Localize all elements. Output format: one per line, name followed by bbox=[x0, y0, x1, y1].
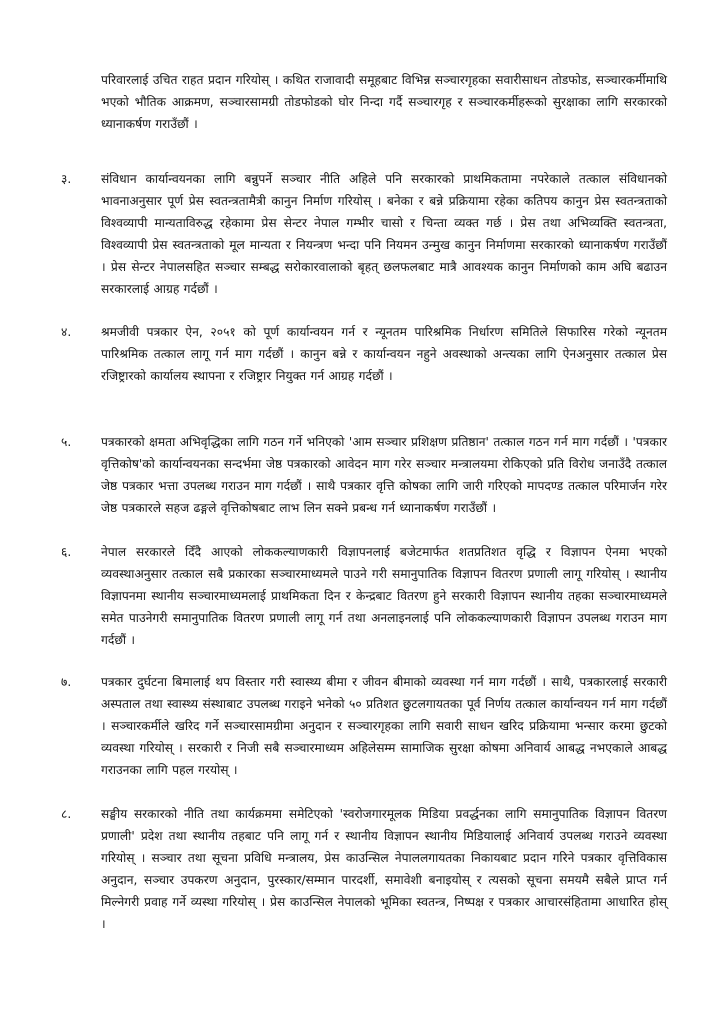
paragraph-number-8: ८. bbox=[61, 807, 72, 821]
paragraph-number-3: ३. bbox=[61, 172, 72, 186]
paragraph-7: पत्रकार दुर्घटना बिमालाई थप विस्तार गरी स्वास्थ्य बीमा र जीवन बीमाको व्यवस्था गर्न माग गर्दछौं । साथै, पत्रकारलाई सरकारी अस्पताल तथा स्वास्थ्य संस्थाबाट उपलब्ध गराइने भनेको ५० प्रतिशत छुटलगायतका पूर्व निर्णय तत्काल कार्यान्वयन गर्न माग गर्दछौं । सञ्चारकर्मीले खरिद गर्ने सञ्चारसामग्रीमा अनुदान र सञ्चारगृहका लागि सवारी साधन खरिद प्रक्रियामा भन्सार करमा छुटको व्यवस्था गरियोस् । सरकारी र निजी सबै सञ्चारमाध्यम अहिलेसम्म सामाजिक सुरक्षा कोषमा अनिवार्य आबद्ध नभएकाले आबद्ध गराउनका लागि पहल गरयोस् । bbox=[101, 675, 667, 778]
paragraph-4: श्रमजीवी पत्रकार ऐन, २०५१ को पूर्ण कार्यान्वयन गर्न र न्यूनतम पारिश्रमिक निर्धारण समितिले सिफारिस गरेको न्यूनतम पारिश्रमिक तत्काल लागू गर्न माग गर्दछौं । कानुन बन्ने र कार्यान्वयन नहुने अवस्थाको अन्त्यका लागि ऐनअनुसार तत्काल प्रेस रजिष्ट्रारको कार्यालय स्थापना र रजिष्ट्रार नियुक्त गर्न आग्रह गर्दछौं । bbox=[101, 325, 667, 384]
paragraph-5: पत्रकारको क्षमता अभिवृद्धिका लागि गठन गर्ने भनिएको 'आम सञ्चार प्रशिक्षण प्रतिष्ठान' तत्काल गठन गर्न माग गर्दछौं । 'पत्रकार वृत्तिकोष'को कार्यान्वयनका सन्दर्भमा जेष्ठ पत्रकारको आवेदन माग गरेर सञ्चार मन्त्रालयमा रोकिएको प्रति विरोध जनाउँदै तत्काल जेष्ठ पत्रकार भत्ता उपलब्ध गराउन माग गर्दछौं । साथै पत्रकार वृत्ति कोषका लागि जारी गरिएको मापदण्ड तत्काल परिमार्जन गरेर जेष्ठ पत्रकारले सहज ढङ्गले वृत्तिकोषबाट लाभ लिन सक्ने प्रबन्ध गर्न ध्यानाकर्षण गराउँछौं । bbox=[101, 435, 667, 516]
paragraph-number-4: ४. bbox=[61, 325, 72, 339]
paragraph-8: सङ्घीय सरकारको नीति तथा कार्यक्रममा समेटिएको 'स्वरोजगारमूलक मिडिया प्रवर्द्धनका लागि समानुपातिक विज्ञापन वितरण प्रणाली' प्रदेश तथा स्थानीय तहबाट पनि लागू गर्न र स्थानीय विज्ञापन स्थानीय मिडियालाई अनिवार्य उपलब्ध गराउने व्यवस्था गरियोस् । सञ्चार तथा सूचना प्रविधि मन्त्रालय, प्रेस काउन्सिल नेपाललगायतका निकायबाट प्रदान गरिने पत्रकार वृत्तिविकास अनुदान, सञ्चार उपकरण अनुदान, पुरस्कार/सम्मान पारदर्शी, समावेशी बनाइयोस् र त्यसको सूचना समयमै सबैले प्राप्त गर्न मिल्नेगरी प्रवाह गर्ने व्यस्था गरियोस् । प्रेस काउन्सिल नेपालको भूमिका स्वतन्त्र, निष्पक्ष र पत्रकार आचारसंहितामा आधारित होस् । bbox=[101, 807, 667, 932]
paragraph-6: नेपाल सरकारले दिँदै आएको लोककल्याणकारी विज्ञापनलाई बजेटमार्फत शतप्रतिशत वृद्धि र विज्ञापन ऐनमा भएको व्यवस्थाअनुसार तत्काल सबै प्रकारका सञ्चारमाध्यमले पाउने गरी समानुपातिक विज्ञापन वितरण प्रणाली लागू गरियोस् । स्थानीय विज्ञापनमा स्थानीय सञ्चारमाध्यमलाई प्राथमिकता दिन र केन्द्रबाट वितरण हुने सरकारी विज्ञापन स्थानीय तहका सञ्चारमाध्यमले समेत पाउनेगरी समानुपातिक वितरण प्रणाली लागू गर्न तथा अनलाइनलाई पनि लोककल्याणकारी विज्ञापन उपलब्ध गराउन माग गर्दछौं । bbox=[101, 545, 667, 648]
paragraph-number-7: ७. bbox=[61, 675, 72, 689]
paragraph-intro: परिवारलाई उचित राहत प्रदान गरियोस् । कथित राजावादी समूहबाट विभिन्न सञ्चारगृहका सवारीसाधन तोडफोड, सञ्चारकर्मीमाथि भएको भौतिक आक्रमण, सञ्चारसामग्री तोडफोडको घोर निन्दा गर्दै सञ्चारगृह र सञ्चारकर्मीहरूको सुरक्षाका लागि सरकारको ध्यानाकर्षण गराउँछौं । bbox=[101, 73, 667, 132]
paragraph-number-6: ६. bbox=[61, 545, 72, 559]
paragraph-3: संविधान कार्यान्वयनका लागि बन्नुपर्ने सञ्चार नीति अहिले पनि सरकारको प्राथमिकतामा नपरेकाले तत्काल संविधानको भावनाअनुसार पूर्ण प्रेस स्वतन्त्रतामैत्री कानुन निर्माण गरियोस् । बनेका र बन्ने प्रक्रियामा रहेका कतिपय कानुन प्रेस स्वतन्त्रताको विश्वव्यापी मान्यताविरुद्ध रहेकामा प्रेस सेन्टर नेपाल गम्भीर चासो र चिन्ता व्यक्त गर्छ । प्रेस तथा अभिव्यक्ति स्वतन्त्रता, विश्वव्यापी प्रेस स्वतन्त्रताको मूल मान्यता र नियन्त्रण भन्दा पनि नियमन उन्मुख कानुन निर्माणमा सरकारको ध्यानाकर्षण गराउँछौं । प्रेस सेन्टर नेपालसहित सञ्चार सम्बद्ध सरोकारवालाको बृहत् छलफलबाट मात्रै आवश्यक कानुन निर्माणको काम अघि बढाउन सरकारलाई आग्रह गर्दछौं । bbox=[101, 172, 667, 297]
paragraph-number-5: ५. bbox=[61, 435, 72, 449]
